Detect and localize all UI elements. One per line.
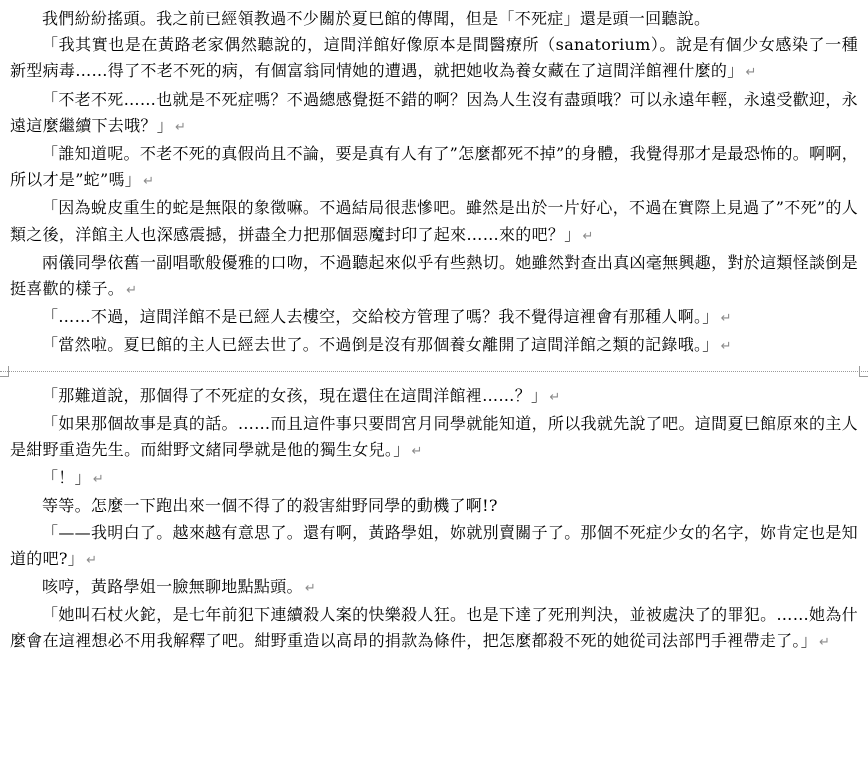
paragraph-mark-icon: ↵: [126, 283, 138, 299]
paragraph-mark-icon: ↵: [720, 311, 732, 327]
page-break: [10, 361, 858, 383]
paragraph: 我們紛紛搖頭。我之前已經領教過不少關於夏巳館的傳聞，但是「不死症」還是頭一回聽說。: [42, 9, 711, 28]
page-corner-mark-right: [859, 366, 868, 377]
paragraph: 「如果那個故事是真的話。……而且這件事只要問宮月同學就能知道，所以我就先說了吧。這間夏巳館原來的主人是紺野重造先生。而紺野文緒同學就是他的獨生女兒。」 ↵: [10, 413, 858, 460]
paragraph-mark-icon: ↵: [86, 552, 98, 568]
paragraph: 咳哼，黃路學姐一臉無聊地點點頭。 ↵: [42, 577, 317, 597]
paragraph-mark-icon: ↵: [582, 228, 594, 244]
paragraph: 「……不過，這間洋館不是已經人去樓空，交給校方管理了嗎？我不覺得這裡會有那種人啊。」 ↵: [42, 307, 732, 327]
paragraph: 「當然啦。夏巳館的主人已經去世了。不過倒是沒有那個養女離開了這間洋館之類的記錄哦。」 ↵: [42, 335, 732, 355]
paragraph-mark-icon: ↵: [720, 339, 732, 355]
paragraph: 「她叫石杖火鉈，是七年前犯下連續殺人案的快樂殺人狂。也是下達了死刑判決，並被處決了的罪犯。……她為什麼會在這裡想必不用我解釋了吧。紺野重造以高昂的捐款為條件，把怎麼都殺不死的她從司法部門手裡帶走了。」 ↵: [10, 605, 858, 651]
page-break-line: [0, 371, 868, 372]
paragraph: 「因為蛻皮重生的蛇是無限的象徵嘛。不過結局很悲慘吧。雖然是出於一片好心，不過在實際上見過了”不死”的人類之後，洋館主人也深感震撼，拼盡全力把那個惡魔封印了起來……來的吧？」 ↵: [10, 198, 858, 244]
paragraph-mark-icon: ↵: [411, 444, 423, 460]
paragraph: 兩儀同學依舊一副唱歌般優雅的口吻，不過聽起來似乎有些熱切。她雖然對查出真凶毫無興趣，對於這類怪談倒是挺喜歡的樣子。 ↵: [10, 252, 858, 299]
paragraph-mark-icon: ↵: [92, 472, 105, 488]
paragraph-mark-icon: ↵: [143, 174, 155, 190]
page-corner-mark-left: [0, 366, 9, 377]
paragraph: 「——我明白了。越來越有意思了。還有啊，黃路學姐，妳就別賣關子了。那個不死症少女的名字，妳肯定也是知道的吧?」 ↵: [10, 522, 858, 568]
paragraph: 「我其實也是在黃路老家偶然聽說的，這間洋館好像原本是間醫療所（sanatorium）。說是有個少女感染了一種新型病毒……得了不老不死的病，有個富翁同情她的遭遇，就把她收為養女藏在了這間洋館裡什麼的」 ↵: [10, 35, 858, 81]
paragraph: 「那難道說，那個得了不死症的女孩，現在還住在這間洋館裡……？」 ↵: [42, 385, 561, 405]
paragraph: 等等。怎麼一下跑出來一個不得了的殺害紺野同學的動機了啊!?: [42, 496, 498, 516]
paragraph: 「不老不死……也就是不死症嗎？不過總感覺挺不錯的啊？因為人生沒有盡頭哦？可以永遠年輕，永遠受歡迎，永遠這麼繼續下去哦？」 ↵: [10, 89, 858, 135]
paragraph-mark-icon: ↵: [745, 65, 757, 81]
paragraph-mark-icon: ↵: [304, 581, 317, 597]
document-body: [10, 6, 858, 657]
paragraph-mark-icon: ↵: [549, 389, 561, 405]
paragraph-mark-icon: ↵: [819, 635, 831, 651]
paragraph: 「！」 ↵: [42, 468, 105, 488]
paragraph-mark-icon: ↵: [175, 119, 187, 135]
paragraph: 「誰知道呢。不老不死的真假尚且不論，要是真有人有了”怎麼都死不掉”的身體，我覺得那才是最恐怖的。啊啊，所以才是”蛇”嗎」 ↵: [10, 144, 858, 190]
